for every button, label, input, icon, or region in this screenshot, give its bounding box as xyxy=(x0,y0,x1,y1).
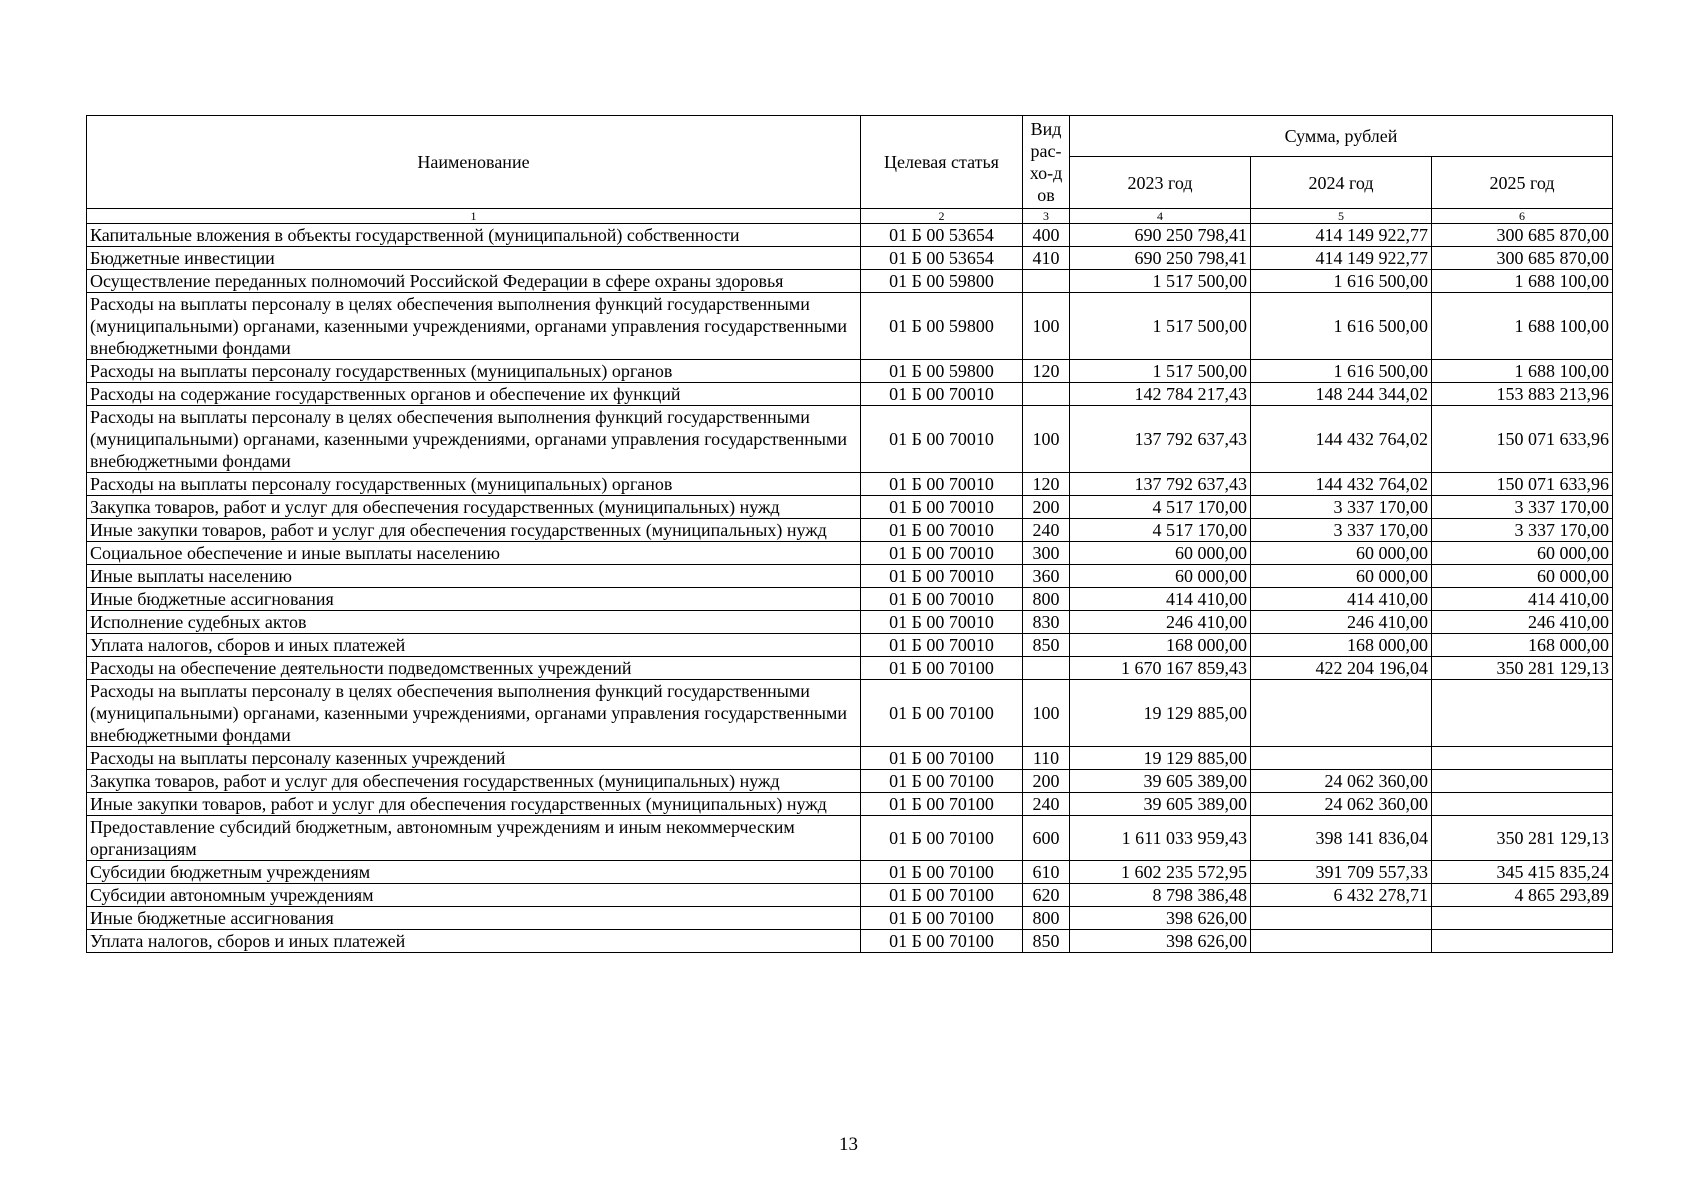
row-expense-type: 110 xyxy=(1023,747,1070,770)
row-sum-2023: 4 517 170,00 xyxy=(1070,496,1251,519)
row-sum-2024 xyxy=(1251,907,1432,930)
row-expense-type: 300 xyxy=(1023,542,1070,565)
row-name: Осуществление переданных полномочий Российской Федерации в сфере охраны здоровья xyxy=(87,270,861,293)
row-sum-2023: 137 792 637,43 xyxy=(1070,406,1251,473)
table-row xyxy=(87,519,1613,542)
row-name: Исполнение судебных актов xyxy=(87,611,861,634)
row-sum-2023: 8 798 386,48 xyxy=(1070,884,1251,907)
row-expense-type xyxy=(1023,383,1070,406)
budget-page xyxy=(86,115,1612,953)
budget-table xyxy=(86,115,1613,953)
table-row xyxy=(87,360,1613,383)
row-name: Социальное обеспечение и иные выплаты населению xyxy=(87,542,861,565)
row-sum-2025: 246 410,00 xyxy=(1432,611,1613,634)
row-sum-2025: 414 410,00 xyxy=(1432,588,1613,611)
row-name: Иные бюджетные ассигнования xyxy=(87,588,861,611)
row-expense-type: 100 xyxy=(1023,680,1070,747)
table-row xyxy=(87,611,1613,634)
row-sum-2023: 19 129 885,00 xyxy=(1070,680,1251,747)
table-row xyxy=(87,565,1613,588)
row-expense-type: 120 xyxy=(1023,473,1070,496)
row-name: Капитальные вложения в объекты государственной (муниципальной) собственности xyxy=(87,224,861,247)
table-row xyxy=(87,907,1613,930)
row-target-article: 01 Б 00 70100 xyxy=(861,770,1023,793)
header-expense-type-text: Вид рас-хо-дов xyxy=(1029,119,1063,205)
row-target-article: 01 Б 00 70100 xyxy=(861,793,1023,816)
row-target-article: 01 Б 00 70100 xyxy=(861,816,1023,861)
row-sum-2025: 3 337 170,00 xyxy=(1432,519,1613,542)
row-name: Расходы на выплаты персоналу в целях обеспечения выполнения функций государственными (муниципальными) органами, казенными учреждениями, органами управления государственными внебюджетными фондами xyxy=(87,406,861,473)
row-target-article: 01 Б 00 59800 xyxy=(861,360,1023,383)
row-sum-2024: 144 432 764,02 xyxy=(1251,473,1432,496)
row-sum-2024 xyxy=(1251,747,1432,770)
row-sum-2025: 153 883 213,96 xyxy=(1432,383,1613,406)
row-name: Субсидии бюджетным учреждениям xyxy=(87,861,861,884)
row-sum-2024: 1 616 500,00 xyxy=(1251,270,1432,293)
row-sum-2025: 300 685 870,00 xyxy=(1432,224,1613,247)
row-sum-2024: 3 337 170,00 xyxy=(1251,496,1432,519)
row-sum-2023: 246 410,00 xyxy=(1070,611,1251,634)
row-name: Иные бюджетные ассигнования xyxy=(87,907,861,930)
row-sum-2024: 391 709 557,33 xyxy=(1251,861,1432,884)
row-sum-2024: 168 000,00 xyxy=(1251,634,1432,657)
table-row xyxy=(87,680,1613,747)
column-number-row xyxy=(87,209,1613,224)
row-name: Закупка товаров, работ и услуг для обеспечения государственных (муниципальных) нужд xyxy=(87,496,861,519)
row-sum-2023: 60 000,00 xyxy=(1070,542,1251,565)
row-sum-2023: 39 605 389,00 xyxy=(1070,793,1251,816)
row-sum-2025: 3 337 170,00 xyxy=(1432,496,1613,519)
table-row xyxy=(87,793,1613,816)
row-target-article: 01 Б 00 70010 xyxy=(861,406,1023,473)
row-sum-2023: 398 626,00 xyxy=(1070,930,1251,953)
table-row xyxy=(87,861,1613,884)
row-sum-2024: 398 141 836,04 xyxy=(1251,816,1432,861)
row-target-article: 01 Б 00 70010 xyxy=(861,519,1023,542)
header-year-2023: 2023 год xyxy=(1070,157,1251,209)
row-sum-2024: 414 149 922,77 xyxy=(1251,224,1432,247)
row-sum-2024: 3 337 170,00 xyxy=(1251,519,1432,542)
row-expense-type xyxy=(1023,270,1070,293)
row-target-article: 01 Б 00 70010 xyxy=(861,542,1023,565)
row-target-article: 01 Б 00 70100 xyxy=(861,930,1023,953)
row-expense-type: 830 xyxy=(1023,611,1070,634)
row-expense-type: 100 xyxy=(1023,293,1070,360)
table-row xyxy=(87,770,1613,793)
row-sum-2025: 150 071 633,96 xyxy=(1432,473,1613,496)
row-sum-2024: 414 410,00 xyxy=(1251,588,1432,611)
row-target-article: 01 Б 00 70100 xyxy=(861,657,1023,680)
row-target-article: 01 Б 00 70010 xyxy=(861,588,1023,611)
table-row xyxy=(87,247,1613,270)
row-sum-2025: 150 071 633,96 xyxy=(1432,406,1613,473)
row-sum-2025: 350 281 129,13 xyxy=(1432,657,1613,680)
table-row xyxy=(87,473,1613,496)
column-number: 3 xyxy=(1023,209,1070,224)
row-sum-2023: 19 129 885,00 xyxy=(1070,747,1251,770)
row-target-article: 01 Б 00 70010 xyxy=(861,383,1023,406)
table-row xyxy=(87,496,1613,519)
row-name: Иные выплаты населению xyxy=(87,565,861,588)
row-sum-2023: 398 626,00 xyxy=(1070,907,1251,930)
row-target-article: 01 Б 00 70100 xyxy=(861,861,1023,884)
row-target-article: 01 Б 00 59800 xyxy=(861,293,1023,360)
header-sum: Сумма, рублей xyxy=(1070,116,1613,157)
column-number: 5 xyxy=(1251,209,1432,224)
row-expense-type: 200 xyxy=(1023,496,1070,519)
row-sum-2023: 414 410,00 xyxy=(1070,588,1251,611)
row-target-article: 01 Б 00 53654 xyxy=(861,247,1023,270)
row-sum-2023: 1 517 500,00 xyxy=(1070,270,1251,293)
row-sum-2025: 60 000,00 xyxy=(1432,542,1613,565)
row-sum-2024 xyxy=(1251,930,1432,953)
row-target-article: 01 Б 00 70010 xyxy=(861,473,1023,496)
table-row xyxy=(87,657,1613,680)
row-target-article: 01 Б 00 70100 xyxy=(861,884,1023,907)
row-expense-type: 100 xyxy=(1023,406,1070,473)
row-sum-2023: 1 602 235 572,95 xyxy=(1070,861,1251,884)
row-name: Иные закупки товаров, работ и услуг для обеспечения государственных (муниципальных) нужд xyxy=(87,793,861,816)
row-sum-2024: 1 616 500,00 xyxy=(1251,360,1432,383)
row-expense-type: 600 xyxy=(1023,816,1070,861)
row-target-article: 01 Б 00 70010 xyxy=(861,611,1023,634)
row-sum-2024: 148 244 344,02 xyxy=(1251,383,1432,406)
row-sum-2024: 6 432 278,71 xyxy=(1251,884,1432,907)
row-expense-type: 850 xyxy=(1023,634,1070,657)
row-name: Расходы на выплаты персоналу в целях обеспечения выполнения функций государственными (муниципальными) органами, казенными учреждениями, органами управления государственными внебюджетными фондами xyxy=(87,293,861,360)
row-name: Расходы на обеспечение деятельности подведомственных учреждений xyxy=(87,657,861,680)
row-sum-2025 xyxy=(1432,680,1613,747)
row-expense-type: 400 xyxy=(1023,224,1070,247)
row-sum-2024: 24 062 360,00 xyxy=(1251,793,1432,816)
row-name: Расходы на выплаты персоналу государственных (муниципальных) органов xyxy=(87,473,861,496)
table-row xyxy=(87,930,1613,953)
row-expense-type: 360 xyxy=(1023,565,1070,588)
table-row xyxy=(87,383,1613,406)
row-sum-2023: 60 000,00 xyxy=(1070,565,1251,588)
header-year-2024: 2024 год xyxy=(1251,157,1432,209)
column-number: 2 xyxy=(861,209,1023,224)
row-name: Уплата налогов, сборов и иных платежей xyxy=(87,930,861,953)
row-name: Расходы на выплаты персоналу в целях обеспечения выполнения функций государственными (муниципальными) органами, казенными учреждениями, органами управления государственными внебюджетными фондами xyxy=(87,680,861,747)
row-sum-2024: 24 062 360,00 xyxy=(1251,770,1432,793)
row-sum-2024 xyxy=(1251,680,1432,747)
row-target-article: 01 Б 00 53654 xyxy=(861,224,1023,247)
table-row xyxy=(87,406,1613,473)
row-expense-type: 620 xyxy=(1023,884,1070,907)
row-sum-2025: 350 281 129,13 xyxy=(1432,816,1613,861)
row-target-article: 01 Б 00 70100 xyxy=(861,907,1023,930)
table-row xyxy=(87,224,1613,247)
column-number: 4 xyxy=(1070,209,1251,224)
row-expense-type: 610 xyxy=(1023,861,1070,884)
row-name: Закупка товаров, работ и услуг для обеспечения государственных (муниципальных) нужд xyxy=(87,770,861,793)
row-target-article: 01 Б 00 70100 xyxy=(861,680,1023,747)
row-target-article: 01 Б 00 70100 xyxy=(861,747,1023,770)
row-sum-2024: 246 410,00 xyxy=(1251,611,1432,634)
page-number: 13 xyxy=(839,1134,858,1155)
table-row xyxy=(87,270,1613,293)
row-sum-2023: 1 517 500,00 xyxy=(1070,360,1251,383)
row-sum-2025: 1 688 100,00 xyxy=(1432,360,1613,383)
row-sum-2025 xyxy=(1432,747,1613,770)
table-row xyxy=(87,634,1613,657)
row-sum-2023: 690 250 798,41 xyxy=(1070,247,1251,270)
row-name: Уплата налогов, сборов и иных платежей xyxy=(87,634,861,657)
row-sum-2023: 690 250 798,41 xyxy=(1070,224,1251,247)
row-name: Бюджетные инвестиции xyxy=(87,247,861,270)
row-sum-2023: 142 784 217,43 xyxy=(1070,383,1251,406)
row-sum-2024: 414 149 922,77 xyxy=(1251,247,1432,270)
row-expense-type: 410 xyxy=(1023,247,1070,270)
row-sum-2025: 1 688 100,00 xyxy=(1432,293,1613,360)
row-target-article: 01 Б 00 59800 xyxy=(861,270,1023,293)
row-name: Иные закупки товаров, работ и услуг для обеспечения государственных (муниципальных) нужд xyxy=(87,519,861,542)
row-sum-2024: 144 432 764,02 xyxy=(1251,406,1432,473)
row-name: Предоставление субсидий бюджетным, автономным учреждениям и иным некоммерческим организациям xyxy=(87,816,861,861)
row-sum-2023: 137 792 637,43 xyxy=(1070,473,1251,496)
row-expense-type xyxy=(1023,657,1070,680)
row-sum-2025 xyxy=(1432,907,1613,930)
row-sum-2025: 4 865 293,89 xyxy=(1432,884,1613,907)
row-sum-2025 xyxy=(1432,770,1613,793)
row-expense-type: 240 xyxy=(1023,519,1070,542)
row-expense-type: 200 xyxy=(1023,770,1070,793)
header-name: Наименование xyxy=(87,116,861,209)
row-sum-2023: 168 000,00 xyxy=(1070,634,1251,657)
row-name: Расходы на выплаты персоналу казенных учреждений xyxy=(87,747,861,770)
row-expense-type: 120 xyxy=(1023,360,1070,383)
row-sum-2024: 60 000,00 xyxy=(1251,565,1432,588)
row-sum-2023: 1 611 033 959,43 xyxy=(1070,816,1251,861)
row-sum-2024: 60 000,00 xyxy=(1251,542,1432,565)
row-sum-2024: 1 616 500,00 xyxy=(1251,293,1432,360)
row-sum-2024: 422 204 196,04 xyxy=(1251,657,1432,680)
row-sum-2025: 1 688 100,00 xyxy=(1432,270,1613,293)
table-row xyxy=(87,588,1613,611)
row-target-article: 01 Б 00 70010 xyxy=(861,634,1023,657)
row-name: Субсидии автономным учреждениям xyxy=(87,884,861,907)
row-sum-2023: 1 670 167 859,43 xyxy=(1070,657,1251,680)
row-name: Расходы на выплаты персоналу государственных (муниципальных) органов xyxy=(87,360,861,383)
row-sum-2025 xyxy=(1432,793,1613,816)
table-row xyxy=(87,884,1613,907)
header-expense-type xyxy=(1023,116,1070,209)
table-row xyxy=(87,747,1613,770)
row-name: Расходы на содержание государственных органов и обеспечение их функций xyxy=(87,383,861,406)
table-body xyxy=(87,224,1613,953)
row-sum-2023: 39 605 389,00 xyxy=(1070,770,1251,793)
column-number: 6 xyxy=(1432,209,1613,224)
header-year-2025: 2025 год xyxy=(1432,157,1613,209)
row-sum-2025: 60 000,00 xyxy=(1432,565,1613,588)
row-sum-2023: 4 517 170,00 xyxy=(1070,519,1251,542)
row-expense-type: 800 xyxy=(1023,907,1070,930)
table-row xyxy=(87,816,1613,861)
row-sum-2025 xyxy=(1432,930,1613,953)
table-row xyxy=(87,293,1613,360)
column-number: 1 xyxy=(87,209,861,224)
header-target-article: Целевая статья xyxy=(861,116,1023,209)
row-target-article: 01 Б 00 70010 xyxy=(861,565,1023,588)
table-row xyxy=(87,542,1613,565)
row-sum-2025: 300 685 870,00 xyxy=(1432,247,1613,270)
row-target-article: 01 Б 00 70010 xyxy=(861,496,1023,519)
row-sum-2025: 345 415 835,24 xyxy=(1432,861,1613,884)
row-sum-2023: 1 517 500,00 xyxy=(1070,293,1251,360)
row-sum-2025: 168 000,00 xyxy=(1432,634,1613,657)
row-expense-type: 850 xyxy=(1023,930,1070,953)
row-expense-type: 240 xyxy=(1023,793,1070,816)
row-expense-type: 800 xyxy=(1023,588,1070,611)
